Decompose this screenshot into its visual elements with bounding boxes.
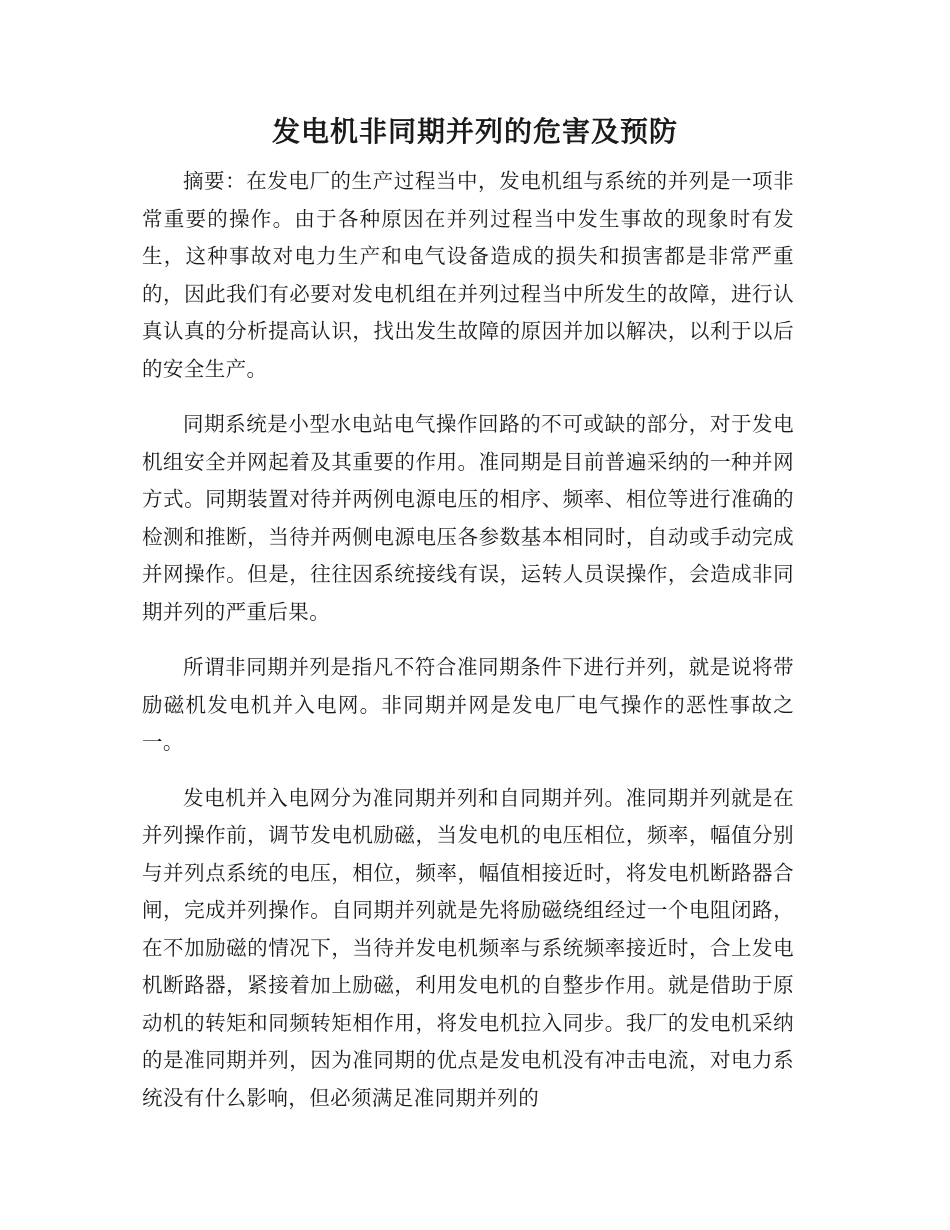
abstract-paragraph: 摘要：在发电厂的生产过程当中，发电机组与系统的并列是一项非常重要的操作。由于各种原因在并列过程当中发生事故的现象时有发生，这种事故对电力生产和电气设备造成的损失和损害都是非常严重的，因此我们有必要对发电机组在并列过程当中所发生的故障，进行认真认真的分析提高认识，找出发生故障的原因并加以解决，以利于以后的安全生产。 xyxy=(142,169,794,381)
document-title: 发电机非同期并列的危害及预防 xyxy=(271,115,678,148)
body-paragraph-synchronization-system: 同期系统是小型水电站电气操作回路的不可或缺的部分，对于发电机组安全并网起着及其重要的作用。准同期是目前普遍采纳的一种并网方式。同期装置对待并两例电源电压的相序、频率、相位等进行准确的检测和推断，当待并两侧电源电压各参数基本相同时，自动或手动完成并网操作。但是，往往因系统接线有误，运转人员误操作，会造成非同期并列的严重后果。 xyxy=(142,412,794,624)
document-body xyxy=(142,163,794,1135)
body-paragraph-definition: 所谓非同期并列是指凡不符合准同期条件下进行并列，就是说将带励磁机发电机并入电网。非同期并网是发电厂电气操作的恶性事故之一。 xyxy=(142,655,794,754)
body-paragraph-methods: 发电机并入电网分为准同期并列和自同期并列。准同期并列就是在并列操作前，调节发电机励磁，当发电机的电压相位，频率，幅值分别与并列点系统的电压，相位，频率，幅值相接近时，将发电机断路器合闸，完成并列操作。自同期并列就是先将励磁绕组经过一个电阻闭路，在不加励磁的情况下，当待并发电机频率与系统频率接近时，合上发电机断路器，紧接着加上励磁，利用发电机的自整步作用。就是借助于原动机的转矩和同频转矩相作用，将发电机拉入同步。我厂的发电机采纳的是准同期并列，因为准同期的优点是发电机没有冲击电流，对电力系统没有什么影响，但必须满足准同期并列的 xyxy=(142,785,794,1110)
